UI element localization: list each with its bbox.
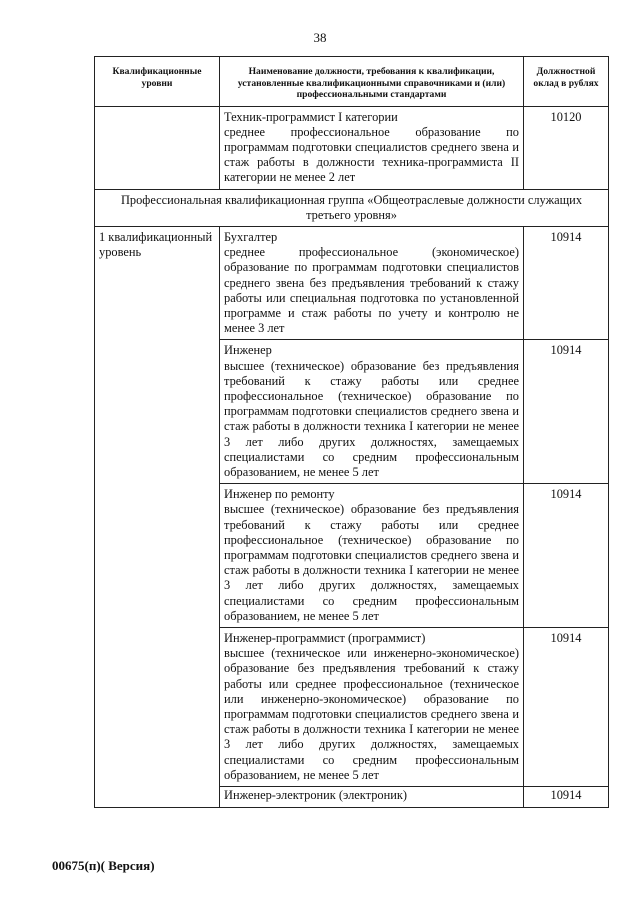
position-cell <box>220 628 524 787</box>
salary-cell: 10914 <box>524 628 609 787</box>
position-requirements: среднее профессиональное образование по программам подготовки специалистов среднего звена и стаж работы в должности техника-программиста II категории не менее 2 лет <box>224 124 519 185</box>
position-requirements: среднее профессиональное (экономическое) образование по программам подготовки специалистов среднего звена без предъявления требований к стажу работы или специальная подготовка по установленной программе и стаж работы по учету и контролю не менее 3 лет <box>224 245 519 336</box>
header-salary: Должностной оклад в рублях <box>524 57 609 107</box>
page-number: 38 <box>313 30 327 45</box>
salary-cell: 10914 <box>524 787 609 808</box>
position-title: Инженер-электроник (электроник) <box>224 788 408 803</box>
position-requirements: высшее (техническое или инженерно-экономическое) образование без предъявления требований к стажу работы или среднее профессиональное (техническое или инженерно-экономическое) образование по программам подготовки специалистов среднего звена и стаж работы в должности техника I категории не менее 3 лет либо других должностях, замещаемых специалистами со средним профессиональным образованием, не менее 5 лет <box>224 646 519 782</box>
group-title-row <box>95 189 609 226</box>
document-footer-code: 00675(п)( Версия) <box>52 858 155 873</box>
position-requirements: высшее (техническое) образование без предъявления требований к стажу работы или среднее профессиональное (техническое) образование по программам подготовки специалистов среднего звена и стаж работы в должности техника I категории не менее 3 лет либо других должностях, замещаемых специалистами со средним профессиональным образованием, не менее 5 лет <box>224 502 519 623</box>
qual-level-cell-empty <box>95 106 220 189</box>
position-cell <box>220 787 524 808</box>
salary-cell: 10914 <box>524 226 609 339</box>
header-position: Наименование должности, требования к квалификации, установленные квалификационными справочниками и (или) профессиональными стандартами <box>220 57 524 107</box>
qual-level-label: 1 квалификационный уровень <box>95 226 220 807</box>
position-title: Инженер-программист (программист) <box>224 631 426 645</box>
salary-cell: 10914 <box>524 340 609 484</box>
salary-cell: 10914 <box>524 484 609 628</box>
position-title: Техник-программист I категории <box>224 109 398 124</box>
position-title: Бухгалтер <box>224 229 278 244</box>
position-cell <box>220 226 524 339</box>
position-requirements: высшее (техническое) образование без предъявления требований к стажу работы или среднее профессиональное (техническое) образование по программам подготовки специалистов среднего звена и стаж работы в должности техника I категории не менее 3 лет либо других должностях, замещаемых специалистами со средним профессиональным образованием, не менее 5 лет <box>224 358 519 479</box>
position-cell <box>220 484 524 628</box>
position-cell <box>220 106 524 189</box>
group-title: Профессиональная квалификационная группа «Общеотраслевые должности служащих третьего уровня» <box>95 189 609 226</box>
table-row <box>95 106 609 189</box>
table-row <box>95 226 609 339</box>
position-title: Инженер <box>224 343 272 358</box>
salary-cell: 10120 <box>524 106 609 189</box>
position-title: Инженер по ремонту <box>224 487 335 502</box>
header-qual-levels: Квалификационные уровни <box>95 57 220 107</box>
qualification-table <box>94 56 609 808</box>
position-cell <box>220 340 524 484</box>
table-header-row <box>95 57 609 107</box>
